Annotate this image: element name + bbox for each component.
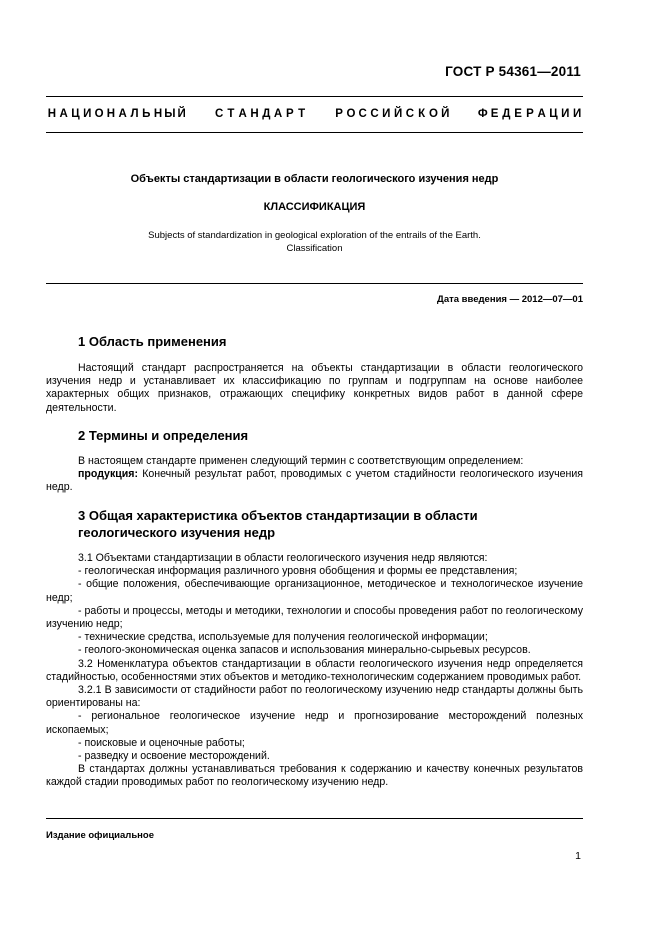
list-item: - геолого-экономическая оценка запасов и использования минерально-сырьевых ресурсов. — [78, 644, 531, 657]
section-3-heading-line-1: 3 Общая характеристика объектов стандартизации в области — [78, 508, 478, 523]
banner-letter: А — [59, 108, 68, 120]
footer-rule — [46, 818, 583, 819]
banner-letter: Й — [441, 108, 450, 120]
section-1-body — [46, 362, 583, 415]
banner-word-1 — [46, 108, 188, 120]
banner-letter: А — [273, 108, 283, 120]
banner-letter: Р — [526, 108, 534, 120]
banner-letter: Т — [227, 108, 235, 120]
term-definition: Конечный результат работ, проводимых с учетом стадийности геологического изучения недр. — [46, 468, 583, 494]
banner-letter: Ы — [164, 108, 176, 120]
clause-3-2: 3.2 Номенклатура объектов стандартизации в области геологического изучения недр определяется стадийностью, особенностями этих объектов и методико-технологическим содержанием проводимых работ. — [46, 657, 583, 683]
banner-letter: Ь — [142, 108, 151, 120]
section-2-body — [46, 455, 583, 495]
banner-word-2 — [213, 108, 307, 120]
banner-word-4 — [477, 108, 583, 120]
banner-letter: Н — [106, 108, 116, 120]
section-2-definition — [46, 468, 583, 494]
english-title — [46, 229, 583, 255]
section-3-body — [46, 552, 583, 790]
banner-letter: Ф — [477, 108, 488, 120]
national-standard-banner — [46, 108, 583, 120]
clause-3-2-1: 3.2.1 В зависимости от стадийности работ по геологическому изучению недр стандарты должны быть ориентированы на: — [46, 684, 583, 710]
section-2-heading: 2 Термины и определения — [78, 428, 249, 443]
banner-letter: Ц — [71, 108, 80, 120]
banner-letter: Р — [286, 108, 294, 120]
banner-letter: С — [358, 108, 367, 120]
banner-bottom-rule — [46, 132, 583, 133]
banner-letter: Д — [502, 108, 511, 120]
list-item: - технические средства, используемые для получения геологической информации; — [78, 631, 488, 644]
banner-letter: Ц — [549, 108, 558, 120]
banner-letter: С — [370, 108, 379, 120]
section-3-heading-line-2: геологического изучения недр — [78, 525, 276, 540]
english-title-line-2: Classification — [286, 243, 343, 254]
banner-letter: А — [118, 108, 127, 120]
list-item: - разведку и освоение месторождений. — [78, 750, 270, 763]
list-item: - общие положения, обеспечивающие организационное, методическое и технологическое изучение недр; — [46, 578, 583, 604]
banner-letter: С — [214, 108, 224, 120]
banner-letter: Д — [262, 108, 271, 120]
banner-letter: Е — [490, 108, 499, 120]
banner-letter: Н — [47, 108, 57, 120]
banner-letter: И — [561, 108, 570, 120]
date-rule — [46, 283, 583, 284]
official-edition-label: Издание официальное — [46, 830, 154, 841]
banner-letter: А — [537, 108, 546, 120]
section-1-paragraph: Настоящий стандарт распространяется на объекты стандартизации в области геологического изучения недр и устанавливает их классификацию по группам и подгруппам на основе наиболее характерных общих признаков, отражающих специфику конкретных видов работ в данной сфере деятельности. — [46, 362, 583, 414]
list-item: - региональное геологическое изучение недр и прогнозирование месторождений полезных ископаемых; — [46, 710, 583, 736]
banner-letter: К — [418, 108, 426, 120]
banner-letter: И — [382, 108, 391, 120]
list-item: - работы и процессы, методы и методики, технологии и способы проведения работ по геологическому изучению недр; — [46, 604, 583, 631]
banner-letter: О — [429, 108, 438, 120]
list-item: - геологическая информация различного уровня обобщения и формы ее представления; — [78, 565, 518, 578]
introduction-date: Дата введения — 2012—07—01 — [437, 294, 583, 305]
banner-letter: С — [405, 108, 415, 120]
page-number: 1 — [575, 850, 581, 862]
clause-3-1: 3.1 Объектами стандартизации в области геологического изучения недр являются: — [78, 552, 488, 564]
banner-letter: Н — [153, 108, 163, 120]
banner-letter: Н — [250, 108, 259, 120]
banner-letter: Р — [335, 108, 343, 120]
document-title: Объекты стандартизации в области геологического изучения недр — [130, 173, 499, 185]
banner-word-3 — [333, 108, 451, 120]
gost-code: ГОСТ Р 54361—2011 — [445, 64, 581, 79]
closing-paragraph: В стандартах должны устанавливаться требования к содержанию и качеству конечных результатов каждой стадии проводимых работ по геологическому изучению недр. — [46, 763, 583, 789]
banner-letter: И — [83, 108, 92, 120]
document-subtitle: КЛАССИФИКАЦИЯ — [263, 201, 366, 213]
section-3-heading — [78, 507, 478, 541]
banner-letter: Е — [514, 108, 522, 120]
banner-letter: А — [238, 108, 247, 120]
banner-letter: И — [572, 108, 582, 120]
banner-letter: Т — [298, 108, 306, 120]
list-item: - поисковые и оценочные работы; — [78, 736, 245, 749]
section-1-heading: 1 Область применения — [78, 334, 227, 349]
banner-letter: Й — [177, 108, 186, 120]
banner-letter: О — [94, 108, 104, 120]
term-label: продукция: — [78, 468, 138, 481]
top-rule — [46, 96, 583, 97]
banner-letter: О — [346, 108, 356, 120]
banner-letter: Л — [130, 108, 139, 120]
section-2-intro: В настоящем стандарте применен следующий термин с соответствующим определением: — [78, 455, 524, 467]
english-title-line-1: Subjects of standardization in geological exploration of the entrails of the Earth. — [148, 230, 481, 241]
banner-letter: Й — [393, 108, 403, 120]
